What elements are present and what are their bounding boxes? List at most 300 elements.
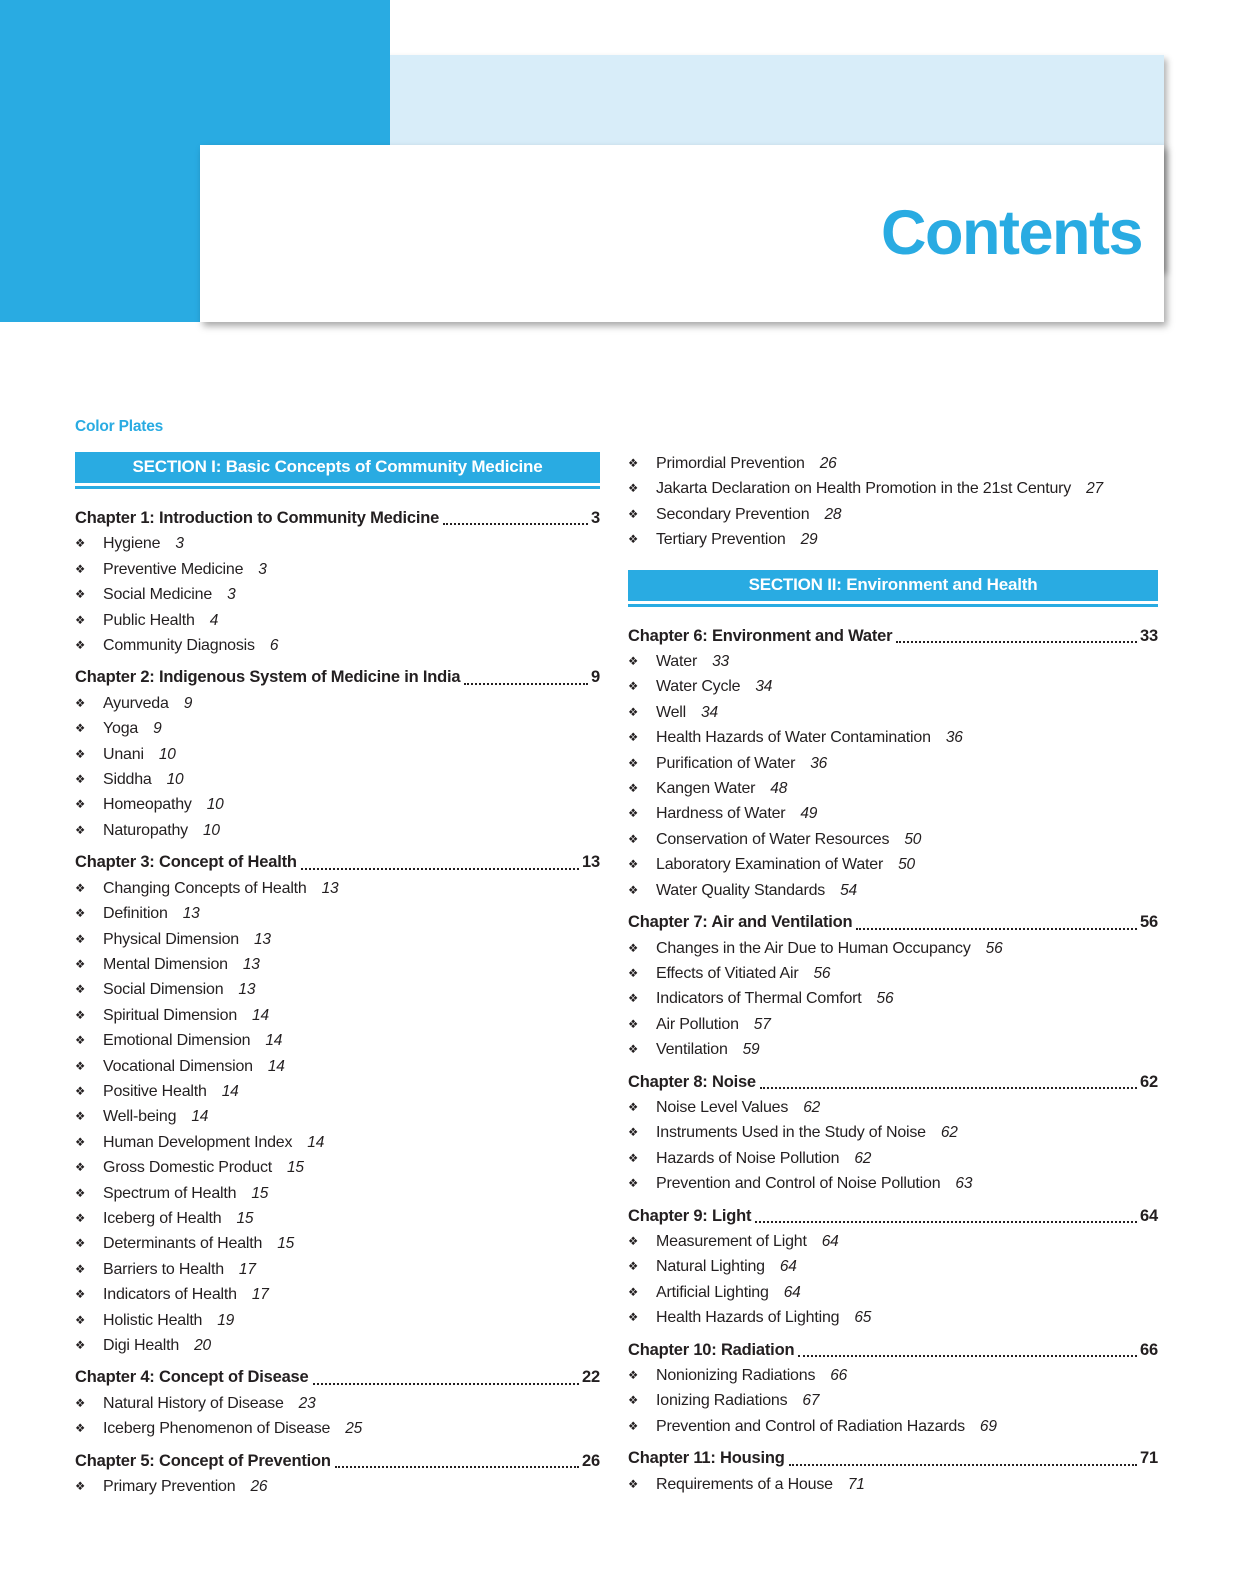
bullet-icon: ❖ [628,1420,639,1433]
toc-item [75,609,600,634]
item-title: Artificial Lighting [656,1283,769,1301]
item-page-number: 25 [345,1420,363,1438]
item-page-number: 13 [242,955,260,973]
toc-item [628,1306,1158,1331]
item-title: Prevention and Control of Radiation Hazards [656,1417,965,1435]
bullet-icon: ❖ [75,1085,86,1098]
item-title: Instruments Used in the Study of Noise [656,1124,926,1142]
toc [0,452,1237,1500]
bullet-icon: ❖ [628,993,639,1006]
toc-item [75,1055,600,1080]
item-page-number: 62 [854,1149,872,1167]
item-page-number: 66 [830,1367,848,1384]
item-page-number: 10 [158,745,176,763]
item-page-number: 14 [307,1133,325,1151]
item-page-number: 14 [252,1006,269,1024]
toc-item [75,1156,600,1181]
item-title: Digi Health [103,1337,180,1354]
color-plates-label: Color Plates [75,418,164,435]
toc-item [75,1131,600,1156]
bullet-icon: ❖ [628,732,639,745]
item-page-number: 3 [258,560,267,578]
toc-item [75,1475,600,1500]
item-page-number: 13 [238,981,256,999]
item-title: Community Diagnosis [103,637,255,655]
chapter-entry [628,910,1158,934]
item-title: Definition [103,905,168,923]
item-title: Water Quality Standards [656,881,826,899]
chapter-page-number: 62 [1140,1072,1158,1091]
toc-item [75,768,600,793]
dot-leader [896,641,1137,643]
bullet-icon: ❖ [75,1060,86,1073]
item-title: Hazards of Noise Pollution [656,1149,840,1167]
toc-item [628,452,1158,477]
item-page-number: 49 [800,805,818,823]
toc-item [628,1096,1158,1121]
toc-item [75,692,600,717]
toc-item [628,987,1158,1012]
item-page-number: 28 [824,505,842,523]
item-title: Primordial Prevention [656,455,805,472]
bullet-icon: ❖ [75,799,86,812]
toc-item [628,879,1158,904]
bullet-icon: ❖ [75,1187,86,1200]
chapter-page-number: 71 [1140,1449,1158,1468]
item-title: Public Health [103,611,195,629]
toc-item [75,1004,600,1029]
bullet-icon: ❖ [75,1340,86,1352]
bullet-icon: ❖ [628,967,639,980]
item-page-number: 34 [701,703,718,721]
dot-leader [464,683,588,685]
item-title: Gross Domestic Product [103,1159,272,1177]
item-title: Prevention and Control of Noise Pollution [656,1175,941,1193]
item-title: Health Hazards of Lighting [656,1309,840,1327]
bullet-icon: ❖ [75,1397,86,1410]
item-page-number: 64 [821,1232,839,1250]
bullet-icon: ❖ [75,1009,86,1022]
dot-leader [789,1464,1137,1466]
toc-column-right [628,452,1158,1498]
chapter-title: Chapter 11: Housing [628,1449,785,1468]
toc-item [75,1283,600,1308]
toc-item [75,953,600,978]
toc-item [75,902,600,927]
item-page-number: 64 [783,1283,801,1301]
item-title: Ayurveda [103,694,169,712]
toc-item [75,1029,600,1054]
item-page-number: 4 [209,611,219,629]
item-title: Unani [103,745,144,763]
item-page-number: 9 [153,720,162,738]
bullet-icon: ❖ [75,1035,86,1048]
bullet-icon: ❖ [628,1127,639,1140]
item-title: Noise Level Values [656,1098,789,1116]
item-page-number: 13 [321,879,339,897]
toc-item [75,634,600,659]
bullet-icon: ❖ [628,942,639,955]
item-title: Siddha [103,771,152,789]
item-title: Mental Dimension [103,955,228,973]
item-page-number: 13 [182,905,200,923]
item-page-number: 36 [945,729,963,747]
bullet-icon: ❖ [628,1286,639,1299]
chapter-title: Chapter 6: Environment and Water [628,626,893,645]
item-title: Holistic Health [103,1311,203,1329]
toc-item [628,937,1158,962]
toc-item [75,1080,600,1105]
item-title: Iceberg Phenomenon of Disease [103,1420,331,1438]
toc-item [628,650,1158,675]
toc-item [75,1258,600,1283]
toc-item [75,928,600,953]
item-page-number: 14 [221,1082,239,1100]
bullet-icon: ❖ [628,1370,639,1382]
bullet-icon: ❖ [75,1481,86,1494]
section-banner-block [628,570,1158,607]
chapter-page-number: 66 [1140,1340,1158,1359]
item-page-number: 63 [955,1175,973,1193]
item-title: Nonionizing Radiations [656,1367,816,1384]
item-title: Water Cycle [656,678,741,696]
toc-item [628,962,1158,987]
toc-item [75,1232,600,1257]
section-title: SECTION I: Basic Concepts of Community Medicine [75,452,600,483]
toc-item [75,532,600,557]
toc-item [75,558,600,583]
item-page-number: 65 [854,1309,872,1327]
toc-item [628,675,1158,700]
chapter-entry [75,665,600,689]
item-page-number: 19 [217,1311,235,1329]
item-title: Homeopathy [103,796,192,814]
item-page-number: 36 [810,754,828,772]
header-title-card [200,145,1164,322]
bullet-icon: ❖ [75,1263,86,1276]
chapter-page-number: 3 [591,509,600,527]
bullet-icon: ❖ [628,681,639,694]
chapter-title: Chapter 3: Concept of Health [75,853,297,872]
item-title: Health Hazards of Water Contamination [656,729,931,747]
item-page-number: 14 [191,1108,209,1126]
item-page-number: 15 [251,1184,269,1202]
toc-item [75,1207,600,1232]
chapter-entry [75,506,600,530]
toc-item [628,1013,1158,1038]
bullet-icon: ❖ [75,984,86,997]
item-title: Natural History of Disease [103,1394,284,1412]
section-underline [628,604,1158,607]
chapter-title: Chapter 9: Light [628,1206,752,1225]
toc-item [628,828,1158,853]
toc-item [75,1334,600,1359]
item-page-number: 56 [813,964,831,982]
item-page-number: 62 [940,1124,958,1142]
bullet-icon: ❖ [628,483,639,496]
item-page-number: 17 [238,1260,256,1278]
item-title: Requirements of a House [656,1475,833,1493]
item-page-number: 50 [898,856,915,874]
item-page-number: 56 [876,990,894,1008]
chapter-title: Chapter 10: Radiation [628,1340,795,1359]
bullet-icon: ❖ [628,783,639,796]
item-page-number: 50 [904,830,922,848]
bullet-icon: ❖ [75,1423,86,1436]
toc-item [628,752,1158,777]
bullet-icon: ❖ [628,1235,639,1248]
item-page-number: 64 [779,1258,797,1276]
chapter-title: Chapter 2: Indigenous System of Medicine in India [75,668,461,687]
section-underline [75,486,600,489]
bullet-icon: ❖ [628,1101,639,1114]
bullet-icon: ❖ [628,757,639,770]
bullet-icon: ❖ [75,563,86,576]
item-page-number: 6 [269,637,279,655]
item-title: Indicators of Health [103,1286,237,1304]
toc-item [628,1121,1158,1146]
toc-item [75,819,600,844]
item-title: Physical Dimension [103,930,240,948]
dot-leader [335,1466,579,1468]
item-title: Effects of Vitiated Air [656,964,799,982]
toc-item [628,1147,1158,1172]
item-title: Primary Prevention [103,1478,236,1496]
item-title: Naturopathy [103,821,188,839]
toc-item [628,777,1158,802]
bullet-icon: ❖ [628,1478,639,1491]
bullet-icon: ❖ [75,774,86,787]
toc-item [75,743,600,768]
item-title: Jakarta Declaration on Health Promotion in the 21st Century [656,480,1072,498]
chapter-entry [628,1070,1158,1094]
bullet-icon: ❖ [75,1289,86,1302]
item-page-number: 56 [985,939,1003,957]
page-header [0,0,1237,362]
toc-item [628,1172,1158,1197]
toc-item [628,1364,1158,1389]
item-title: Preventive Medicine [103,560,244,578]
item-title: Purification of Water [656,754,796,772]
toc-item [628,1389,1158,1414]
toc-item [628,726,1158,751]
item-title: Yoga [103,720,139,738]
chapter-entry [628,624,1158,648]
toc-item [628,1281,1158,1306]
bullet-icon: ❖ [628,1018,639,1031]
item-page-number: 10 [206,796,224,814]
bullet-icon: ❖ [628,534,639,547]
chapter-entry [628,1446,1158,1470]
dot-leader [798,1355,1137,1357]
toc-item [628,503,1158,528]
bullet-icon: ❖ [628,656,639,669]
item-title: Changing Concepts of Health [103,879,307,897]
item-title: Human Development Index [103,1133,293,1151]
item-page-number: 10 [166,771,184,789]
bullet-icon: ❖ [75,1212,86,1225]
section-title: SECTION II: Environment and Health [628,570,1158,601]
item-title: Secondary Prevention [656,505,810,523]
bullet-icon: ❖ [628,884,639,897]
item-title: Water [656,653,698,671]
bullet-icon: ❖ [628,706,639,719]
item-page-number: 57 [753,1015,771,1033]
toc-item [75,978,600,1003]
bullet-icon: ❖ [75,882,86,895]
item-title: Spiritual Dimension [103,1006,238,1024]
bullet-icon: ❖ [75,748,86,761]
chapter-page-number: 26 [582,1451,600,1470]
toc-item [75,583,600,608]
chapter-title: Chapter 8: Noise [628,1072,756,1091]
chapter-page-number: 56 [1140,913,1158,932]
item-page-number: 14 [265,1032,283,1050]
toc-item [628,853,1158,878]
item-title: Air Pollution [656,1015,739,1033]
toc-item [75,717,600,742]
item-title: Changes in the Air Due to Human Occupancy [656,939,971,957]
bullet-icon: ❖ [628,1044,639,1057]
toc-item [628,701,1158,726]
toc-item [75,1417,600,1442]
item-page-number: 13 [254,930,271,948]
bullet-icon: ❖ [75,614,86,627]
item-page-number: 3 [227,586,236,604]
item-page-number: 15 [277,1235,295,1253]
bullet-icon: ❖ [75,1314,86,1327]
item-title: Barriers to Health [103,1260,224,1278]
bullet-icon: ❖ [628,808,639,821]
bullet-icon: ❖ [75,1162,86,1175]
bullet-icon: ❖ [75,1111,86,1124]
bullet-icon: ❖ [628,1261,639,1274]
item-page-number: 71 [847,1475,865,1493]
chapter-title: Chapter 7: Air and Ventilation [628,913,853,932]
item-title: Well-being [103,1108,177,1126]
item-page-number: 69 [979,1417,997,1435]
toc-item [628,1255,1158,1280]
dot-leader [443,523,588,525]
bullet-icon: ❖ [628,859,639,872]
bullet-icon: ❖ [75,933,86,946]
item-title: Ventilation [656,1041,728,1059]
chapter-title: Chapter 1: Introduction to Community Medicine [75,509,440,527]
item-page-number: 67 [802,1392,820,1410]
item-title: Positive Health [103,1082,207,1100]
item-page-number: 23 [298,1394,316,1412]
item-title: Tertiary Prevention [656,531,786,549]
item-title: Social Dimension [103,981,224,999]
item-title: Ionizing Radiations [656,1392,788,1410]
item-page-number: 14 [267,1057,285,1075]
item-title: Social Medicine [103,586,213,604]
dot-leader [760,1087,1137,1089]
toc-item [628,1230,1158,1255]
toc-item [75,1309,600,1334]
item-page-number: 17 [251,1286,269,1304]
item-page-number: 34 [755,678,773,696]
toc-item [75,1105,600,1130]
bullet-icon: ❖ [628,1395,639,1408]
toc-item [628,477,1158,502]
dot-leader [856,928,1137,930]
toc-item [628,1473,1158,1498]
bullet-icon: ❖ [75,589,86,602]
item-page-number: 10 [202,821,220,839]
toc-item [628,1415,1158,1440]
chapter-entry [628,1204,1158,1228]
item-title: Vocational Dimension [103,1057,253,1075]
chapter-page-number: 64 [1140,1206,1158,1225]
section-banner-block [75,452,600,489]
toc-item [75,1182,600,1207]
chapter-entry [628,1338,1158,1362]
item-page-number: 33 [712,653,729,671]
dot-leader [313,1383,580,1385]
bullet-icon: ❖ [75,1238,86,1251]
bullet-icon: ❖ [75,697,86,710]
toc-item [628,528,1158,553]
item-title: Spectrum of Health [103,1184,237,1202]
item-title: Hardness of Water [656,805,786,823]
item-page-number: 20 [194,1337,211,1354]
item-page-number: 9 [183,694,193,712]
item-title: Determinants of Health [103,1235,263,1253]
item-title: Conservation of Water Resources [656,830,890,848]
item-page-number: 27 [1086,480,1103,498]
item-page-number: 15 [236,1209,254,1227]
bullet-icon: ❖ [75,538,86,551]
item-title: Measurement of Light [656,1232,807,1250]
dot-leader [301,868,579,870]
dot-leader [755,1221,1137,1223]
page-title: Contents [881,198,1142,268]
chapter-title: Chapter 4: Concept of Disease [75,1368,309,1387]
toc-item [75,1392,600,1417]
bullet-icon: ❖ [75,908,86,921]
bullet-icon: ❖ [628,1312,639,1325]
item-page-number: 48 [770,780,788,798]
chapter-title: Chapter 5: Concept of Prevention [75,1451,331,1470]
toc-item [628,802,1158,827]
item-title: Emotional Dimension [103,1032,251,1050]
bullet-icon: ❖ [75,1136,86,1149]
item-page-number: 15 [286,1159,304,1177]
item-page-number: 54 [840,881,857,899]
bullet-icon: ❖ [628,1152,639,1165]
item-title: Natural Lighting [656,1258,765,1276]
item-page-number: 59 [742,1041,760,1059]
bullet-icon: ❖ [628,833,639,846]
bullet-icon: ❖ [75,824,86,837]
bullet-icon: ❖ [75,958,86,971]
item-title: Kangen Water [656,780,756,798]
bullet-icon: ❖ [628,1178,639,1191]
chapter-page-number: 22 [582,1368,600,1387]
item-page-number: 29 [800,531,818,549]
toc-item [75,877,600,902]
item-page-number: 26 [250,1478,268,1496]
chapter-page-number: 13 [582,853,600,872]
bullet-icon: ❖ [75,723,86,736]
bullet-icon: ❖ [75,640,86,653]
toc-item [75,793,600,818]
chapter-page-number: 33 [1140,626,1158,645]
item-page-number: 62 [803,1098,821,1116]
chapter-entry [75,1449,600,1473]
toc-item [628,1038,1158,1063]
